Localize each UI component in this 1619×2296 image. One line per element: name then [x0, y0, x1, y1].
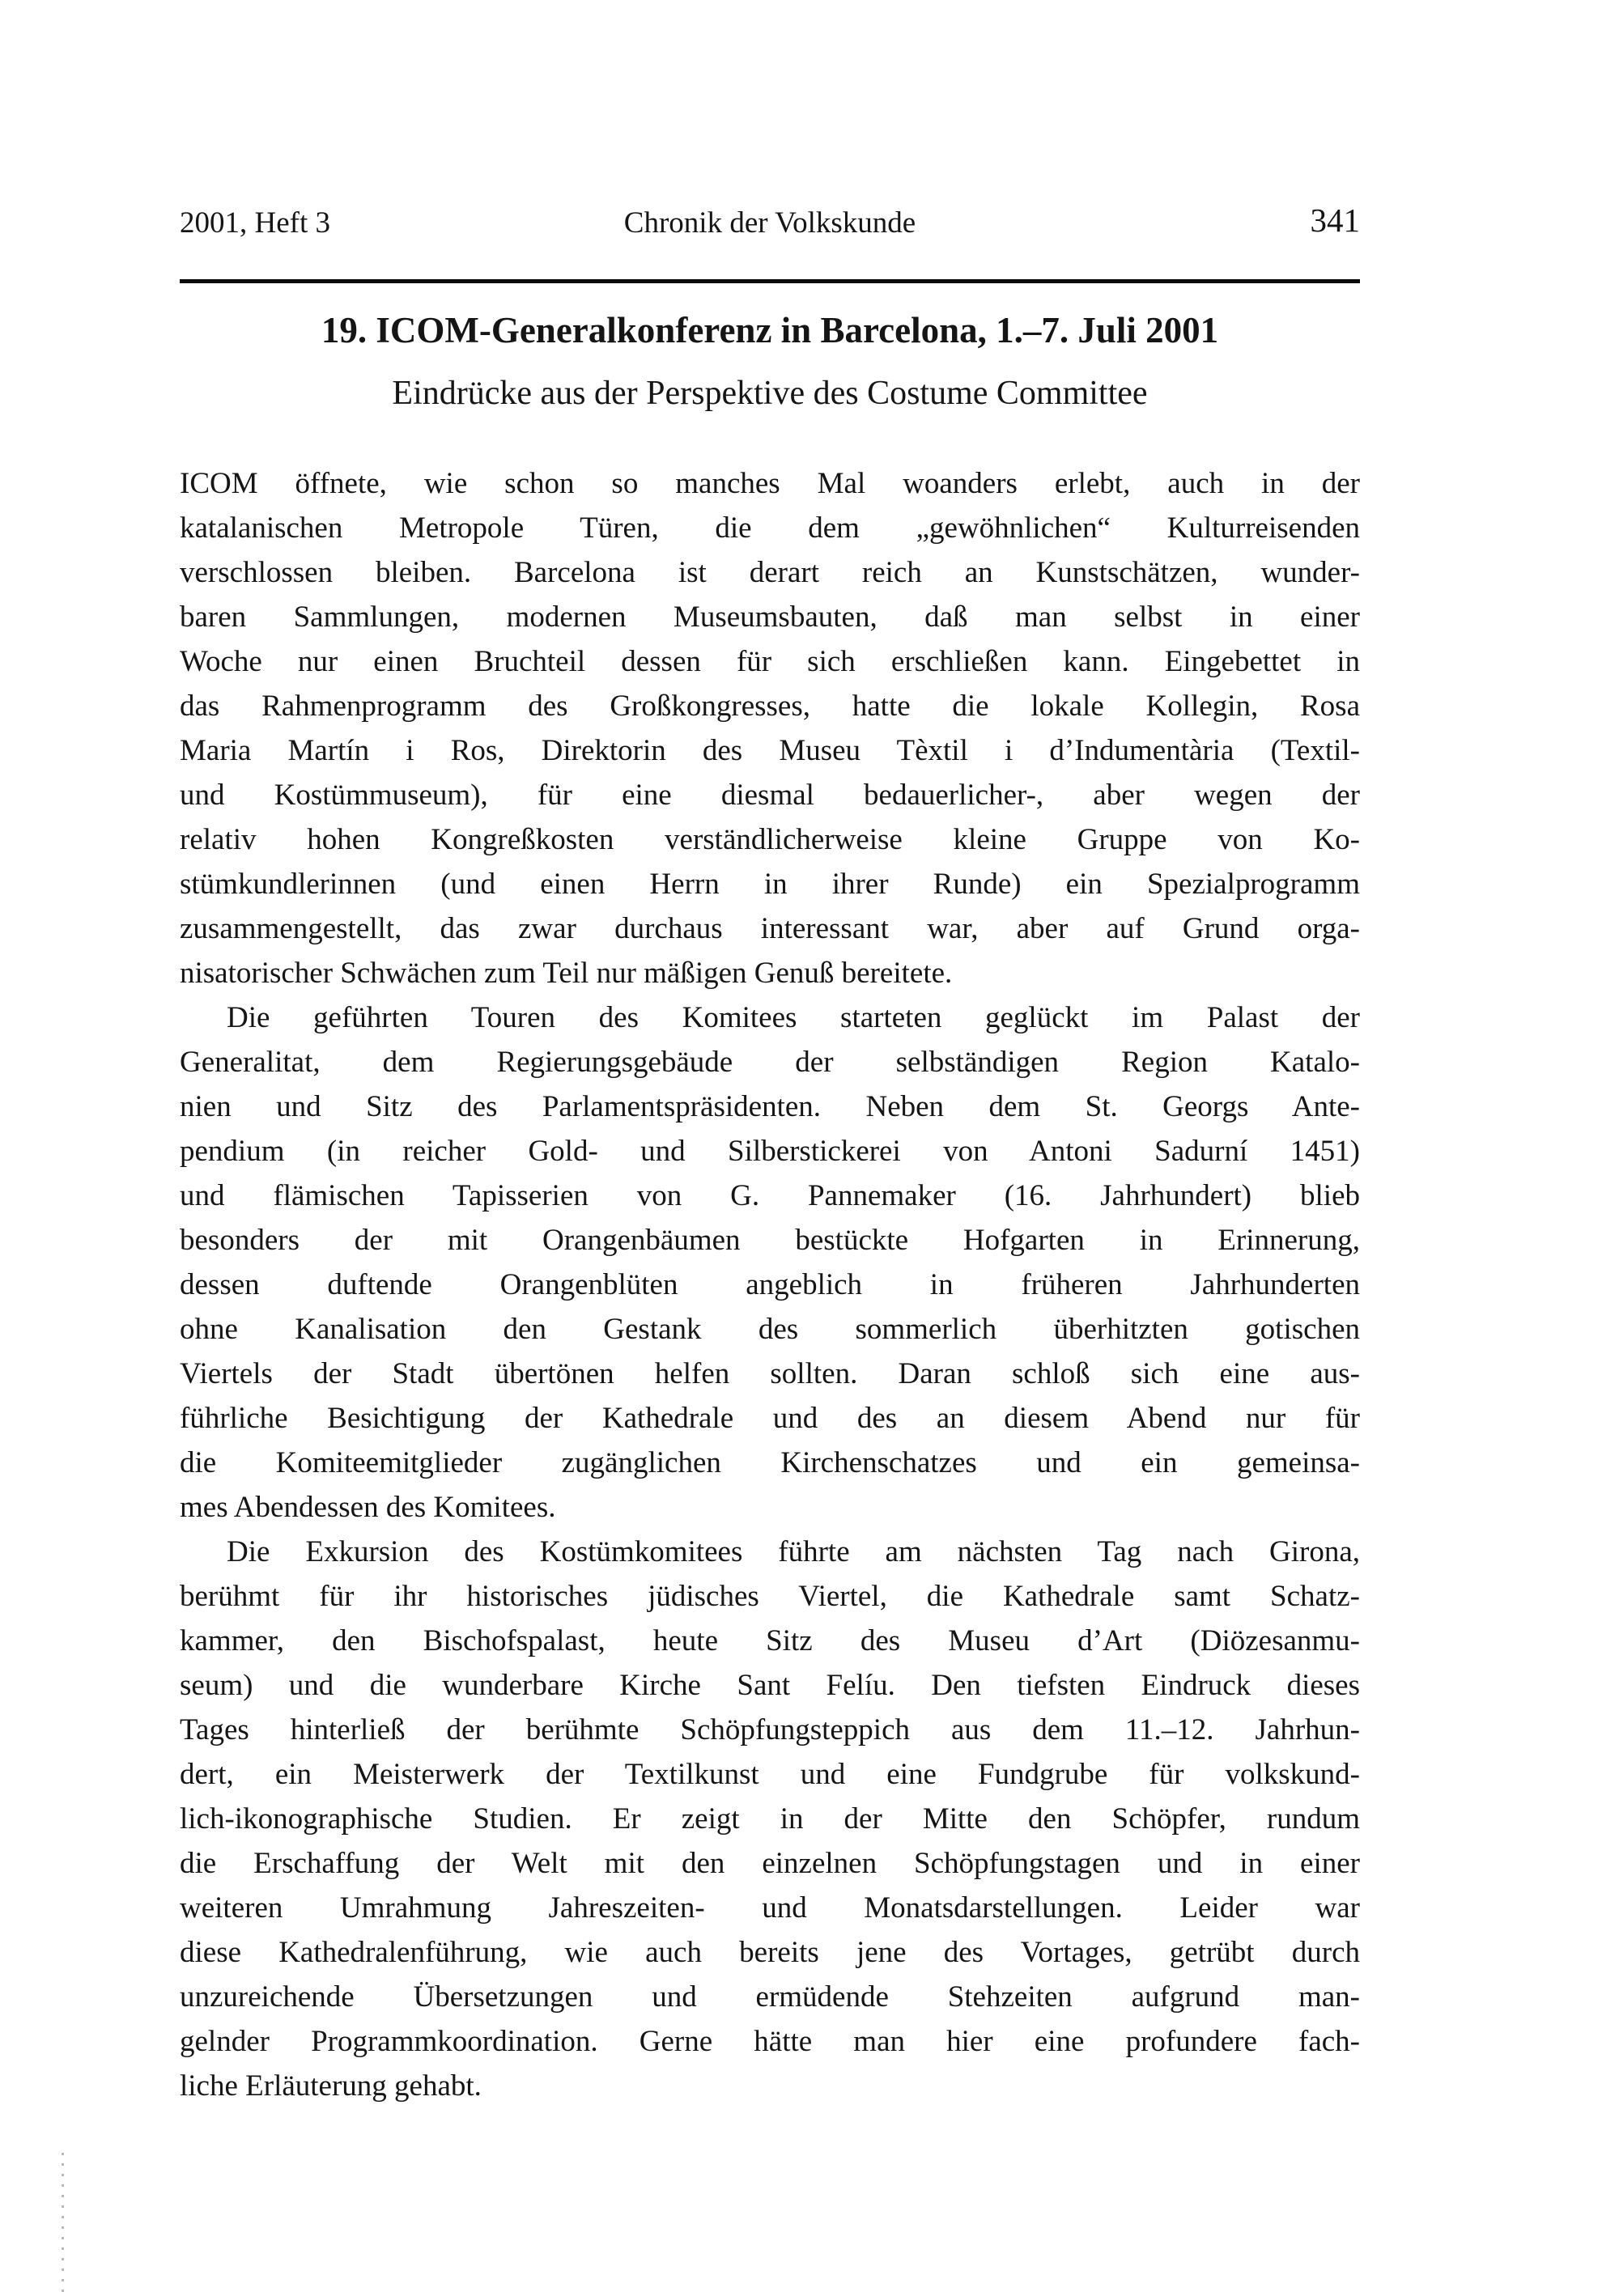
header-issue-label: 2001, Heft 3: [180, 206, 330, 240]
text-line: führliche Besichtigung der Kathedrale und des an diesem Abend nur für: [180, 1402, 1360, 1435]
text-line: das Rahmenprogramm des Großkongresses, hatte die lokale Kollegin, Rosa: [180, 690, 1360, 723]
header-rule: [180, 279, 1360, 283]
text-line: mes Abendessen des Komitees.: [180, 1491, 556, 1524]
text-line: unzureichende Übersetzungen und ermüdende Stehzeiten aufgrund man-: [180, 1980, 1360, 2014]
text-line: relativ hohen Kongreßkosten verständlicherweise kleine Gruppe von Ko-: [180, 823, 1360, 856]
text-line: dessen duftende Orangenblüten angeblich in früheren Jahrhunderten: [180, 1268, 1360, 1301]
text-line: verschlossen bleiben. Barcelona ist derart reich an Kunstschätzen, wunder-: [180, 556, 1360, 589]
text-line: stümkundlerinnen (und einen Herrn in ihrer Runde) ein Spezialprogramm: [180, 868, 1360, 901]
text-line: diese Kathedralenführung, wie auch bereits jene des Vortages, getrübt durch: [180, 1936, 1360, 1969]
text-line: nien und Sitz des Parlamentspräsidenten. Neben dem St. Georgs Ante-: [180, 1090, 1360, 1123]
text-line: und flämischen Tapisserien von G. Pannemaker (16. Jahrhundert) blieb: [180, 1179, 1360, 1212]
text-line: Tages hinterließ der berühmte Schöpfungsteppich aus dem 11.–12. Jahrhun-: [180, 1713, 1360, 1746]
text-line: lich-ikonographische Studien. Er zeigt in der Mitte den Schöpfer, rundum: [180, 1802, 1360, 1836]
text-line: besonders der mit Orangenbäumen bestückte Hofgarten in Erinnerung,: [180, 1224, 1360, 1257]
text-line: liche Erläuterung gehabt.: [180, 2069, 482, 2103]
article-subtitle: Eindrücke aus der Perspektive des Costume Committee: [392, 375, 1148, 412]
text-line: nisatorischer Schwächen zum Teil nur mäßigen Genuß bereitete.: [180, 957, 953, 990]
text-line: die Erschaffung der Welt mit den einzelnen Schöpfungstagen und in einer: [180, 1847, 1360, 1880]
text-line: die Komiteemitglieder zugänglichen Kirchenschatzes und ein gemeinsa-: [180, 1446, 1360, 1479]
scan-dotted-line-artifact: [62, 2153, 64, 2296]
text-line: und Kostümmuseum), für eine diesmal bedauerlicher-, aber wegen der: [180, 779, 1360, 812]
text-line: seum) und die wunderbare Kirche Sant Felíu. Den tiefsten Eindruck dieses: [180, 1669, 1360, 1702]
text-line: baren Sammlungen, modernen Museumsbauten, daß man selbst in einer: [180, 601, 1360, 634]
text-line: weiteren Umrahmung Jahreszeiten- und Monatsdarstellungen. Leider war: [180, 1891, 1360, 1925]
text-line: berühmt für ihr historisches jüdisches Viertel, die Kathedrale samt Schatz-: [180, 1580, 1360, 1613]
text-line: kammer, den Bischofspalast, heute Sitz des Museu d’Art (Diözesanmu-: [180, 1624, 1360, 1657]
text-line: Die Exkursion des Kostümkomitees führte am nächsten Tag nach Girona,: [227, 1535, 1360, 1568]
text-line: pendium (in reicher Gold- und Silberstickerei von Antoni Sadurní 1451): [180, 1135, 1360, 1168]
text-line: Woche nur einen Bruchteil dessen für sich erschließen kann. Eingebettet in: [180, 645, 1360, 678]
article-title: 19. ICOM-Generalkonferenz in Barcelona, 1.–7. Juli 2001: [321, 310, 1219, 350]
header-page-number: 341: [1310, 202, 1360, 239]
text-line: gelnder Programmkoordination. Gerne hätte man hier eine profundere fach-: [180, 2025, 1360, 2058]
text-line: ICOM öffnete, wie schon so manches Mal woanders erlebt, auch in der: [180, 467, 1360, 500]
text-line: katalanischen Metropole Türen, die dem „gewöhnlichen“ Kulturreisenden: [180, 511, 1360, 545]
article-body: [180, 461, 1360, 2108]
text-line: Viertels der Stadt übertönen helfen sollten. Daran schloß sich eine aus-: [180, 1357, 1360, 1390]
header-section-title: Chronik der Volkskunde: [623, 206, 916, 240]
text-line: ohne Kanalisation den Gestank des sommerlich überhitzten gotischen: [180, 1313, 1360, 1346]
text-line: Die geführten Touren des Komitees starteten geglückt im Palast der: [227, 1001, 1360, 1034]
text-line: dert, ein Meisterwerk der Textilkunst und eine Fundgrube für volkskund-: [180, 1758, 1360, 1791]
page-header: [180, 204, 1360, 243]
text-line: Maria Martín i Ros, Direktorin des Museu Tèxtil i d’Indumentària (Textil-: [180, 734, 1360, 767]
text-line: Generalitat, dem Regierungsgebäude der selbständigen Region Katalo-: [180, 1046, 1360, 1079]
text-line: zusammengestellt, das zwar durchaus interessant war, aber auf Grund orga-: [180, 912, 1360, 945]
